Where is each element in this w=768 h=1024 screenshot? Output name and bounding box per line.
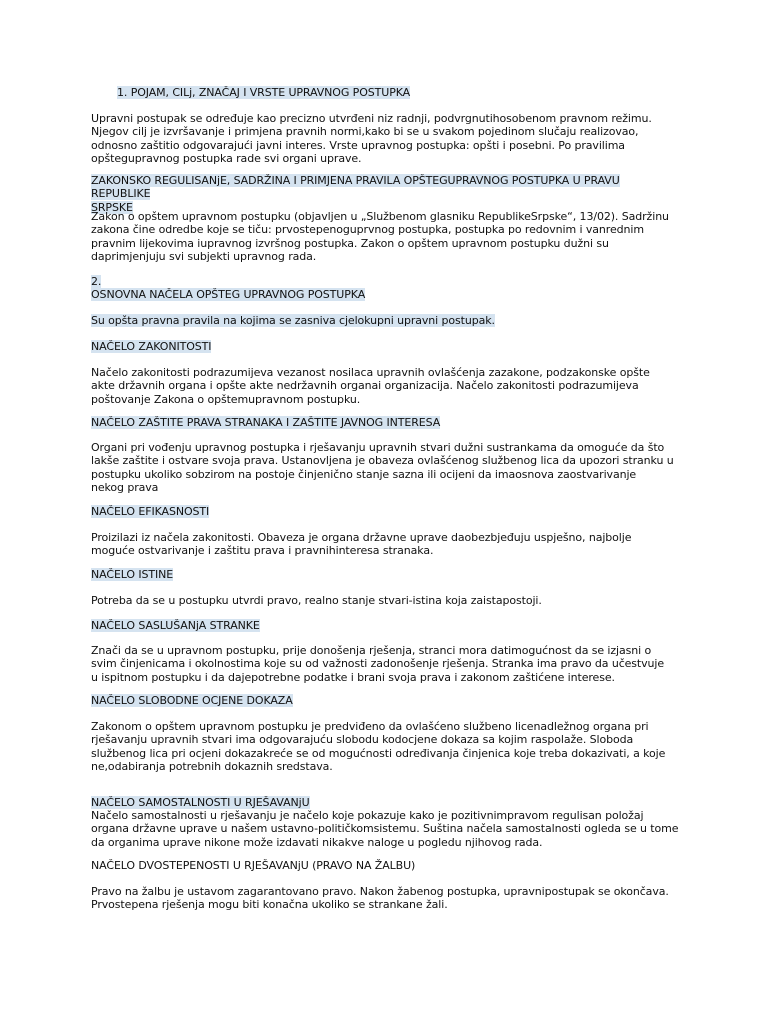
heading-pojam: 1. POJAM, CILj, ZNAČAJ I VRSTE UPRAVNOG POSTUPKA xyxy=(117,86,411,99)
paragraph-zastita: Organi pri vođenju upravnog postupka i rješavanju upravnih stvari dužni sustrankama da omoguće da što lakše zaštite i ostvare svoja prava. Ustanovljena je obaveza ovlašćenog službenog lica da upozori stranku u postupku ukoliko sobzirom na postoje činjenično stanje sazna ili ocijeni da imaosnova zaostvarivanje nekog prava xyxy=(91,441,674,495)
paragraph-efikasnost: Proizilazi iz načela zakonitosti. Obaveza je organa državne uprave daobezbjeđuju uspješno, najbolje moguće ostvarivanje i zaštitu prava i pravnihinteresa stranaka. xyxy=(91,531,632,558)
heading-nacelo-istine: NAČELO ISTINE xyxy=(91,568,174,581)
heading-osnovna-nacela: 2. OSNOVNA NAČELA OPŠTEG UPRAVNOG POSTUPKA xyxy=(91,275,366,302)
heading-nacelo-zastite: NAČELO ZAŠTITE PRAVA STRANAKA I ZAŠTITE JAVNOG INTERESA xyxy=(91,416,441,429)
paragraph-istina: Potreba da se u postupku utvrdi pravo, realno stanje stvari-istina koja zaistapostoji. xyxy=(91,594,542,607)
paragraph-zakonitost: Načelo zakonitosti podrazumijeva vezanost nosilaca upravnih ovlašćenja zazakone, podzakonske opšte akte državnih organa i opšte akte nedržavnih organai organizacija. Načelo zakonitosti podrazumijeva poštovanje Zakona o opštemupravnom postupku. xyxy=(91,366,650,406)
heading-zakonsko-regulisanje: ZAKONSKO REGULISANjE, SADRŽINA I PRIMJENA PRAVILA OPŠTEGUPRAVNOG POSTUPKA U PRAVU REPUBLIKE SRPSKE xyxy=(91,174,620,214)
paragraph-samostalnost: Načelo samostalnosti u rješavanju je načelo koje pokazuje kako je pozitivnimpravom regulisan položaj organa državne uprave u našem ustavno-političkomsistemu. Suština načela samostalnosti ogleda se u tome da organima uprave nikone može izdavati nikakve naloge u pogledu njihovog rada. xyxy=(91,809,679,849)
heading-nacelo-efikasnosti: NAČELO EFIKASNOSTI xyxy=(91,505,210,518)
heading-nacelo-slobodne-ocjene: NAČELO SLOBODNE OCJENE DOKAZA xyxy=(91,694,293,707)
heading-nacelo-saslusanja: NAČELO SASLUŠANjA STRANKE xyxy=(91,619,260,632)
heading-opsta-pravila: Su opšta pravna pravila na kojima se zasniva cjelokupni upravni postupak. xyxy=(91,314,495,327)
paragraph-zakon: Zakon o opštem upravnom postupku (objavljen u „Službenom glasniku RepublikeSrpske“, 13/02). Sadržinu zakona čine odredbe koje se tiču: prvostepenoguprvnog postupka, postupka po redovnim i vanrednim pravnim lijekovima iupravnog izvršnog postupka. Zakon o opštem upravnom postupku dužni su daprimjenjuju svi subjekti upravnog rada. xyxy=(91,210,669,264)
heading-nacelo-dvostepenosti: NAČELO DVOSTEPENOSTI U RJEŠAVANjU (PRAVO NA ŽALBU) xyxy=(91,859,416,872)
heading-nacelo-zakonitosti: NAČELO ZAKONITOSTI xyxy=(91,340,212,353)
heading-nacelo-samostalnosti: NAČELO SAMOSTALNOSTI U RJEŠAVANjU xyxy=(91,796,310,809)
paragraph-dvostepenost: Pravo na žalbu je ustavom zagarantovano pravo. Nakon žabenog postupka, upravnipostupak se okončava. Prvostepena rješenja mogu biti konačna ukoliko se strankane žali. xyxy=(91,885,669,912)
paragraph-saslusanje: Znači da se u upravnom postupku, prije donošenja rješenja, stranci mora datimogućnost da se izjasni o svim činjenicama i okolnostima koje su od važnosti zadonošenje rješenja. Stranka ima pravo da učestvuje u ispitnom postupku i da dajepotrebne podatke i brani svoja prava i zakonom zaštićene interese. xyxy=(91,644,665,684)
paragraph-slobodna-ocjena: Zakonom o opštem upravnom postupku je predviđeno da ovlašćeno službeno licenadležnog organa pri rješavanju upravnih stvari ima odgovarajuću slobodu kodocjene dokaza sa kojim raspolaže. Sloboda službenog lica pri ocjeni dokazakreće se od mogućnosti određivanja činjenica koje treba dokazivati, a koje ne,odabiranja potrebnih dokaznih sredstava. xyxy=(91,720,666,774)
paragraph-upravni-postupak: Upravni postupak se određuje kao precizno utvrđeni niz radnji, podvrgnutihosobenom pravnom režimu. Njegov cilj je izvršavanje i primjena pravnih normi,kako bi se u svakom pojedinom slučaju realizovao, odnosno zaštitio odgovarajući javni interes. Vrste upravnog postupka: opšti i posebni. Po pravilima opštegupravnog postupka rade svi organi uprave. xyxy=(91,112,652,166)
